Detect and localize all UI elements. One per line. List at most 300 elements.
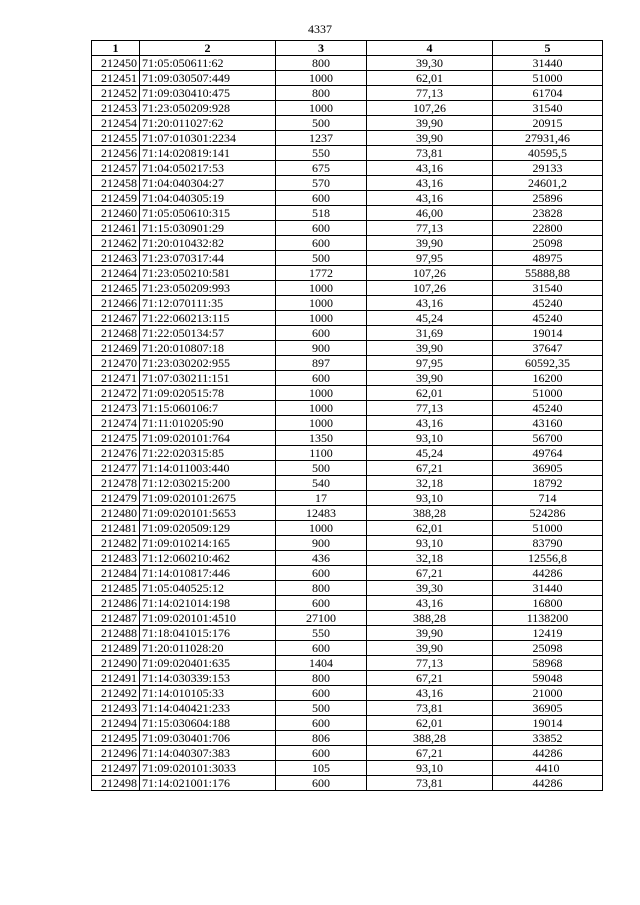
- area-cell: 1000: [276, 521, 367, 536]
- value-cell: 48975: [493, 251, 603, 266]
- value-cell: 19014: [493, 326, 603, 341]
- rate-cell: 97,95: [367, 251, 493, 266]
- value-cell: 44286: [493, 746, 603, 761]
- area-cell: 600: [276, 191, 367, 206]
- area-cell: 500: [276, 701, 367, 716]
- table-row: [92, 431, 603, 446]
- area-cell: 600: [276, 371, 367, 386]
- table-row: [92, 56, 603, 71]
- rate-cell: 39,90: [367, 626, 493, 641]
- row-number-cell: 212457: [92, 161, 140, 176]
- table-row: [92, 251, 603, 266]
- value-cell: 31540: [493, 101, 603, 116]
- row-number-cell: 212450: [92, 56, 140, 71]
- table-row: [92, 671, 603, 686]
- row-number-cell: 212482: [92, 536, 140, 551]
- cadastral-number-cell: 71:11:010205:90: [140, 416, 276, 431]
- cadastral-number-cell: 71:14:021001:176: [140, 776, 276, 791]
- cadastral-number-cell: 71:09:020101:764: [140, 431, 276, 446]
- table-row: [92, 176, 603, 191]
- cadastral-number-cell: 71:09:030507:449: [140, 71, 276, 86]
- table-row: [92, 326, 603, 341]
- cadastral-number-cell: 71:22:050134:57: [140, 326, 276, 341]
- table-row: [92, 761, 603, 776]
- value-cell: 16200: [493, 371, 603, 386]
- value-cell: 51000: [493, 386, 603, 401]
- table-row: [92, 281, 603, 296]
- value-cell: 37647: [493, 341, 603, 356]
- rate-cell: 73,81: [367, 146, 493, 161]
- rate-cell: 43,16: [367, 596, 493, 611]
- area-cell: 1772: [276, 266, 367, 281]
- area-cell: 550: [276, 626, 367, 641]
- row-number-cell: 212468: [92, 326, 140, 341]
- area-cell: 806: [276, 731, 367, 746]
- rate-cell: 43,16: [367, 416, 493, 431]
- cadastral-number-cell: 71:04:040304:27: [140, 176, 276, 191]
- cadastral-number-cell: 71:09:020101:5653: [140, 506, 276, 521]
- area-cell: 600: [276, 716, 367, 731]
- value-cell: 16800: [493, 596, 603, 611]
- table-row: [92, 206, 603, 221]
- table-row: [92, 776, 603, 791]
- table-row: [92, 341, 603, 356]
- table-row: [92, 356, 603, 371]
- rate-cell: 62,01: [367, 71, 493, 86]
- rate-cell: 107,26: [367, 101, 493, 116]
- table-body: [92, 56, 603, 791]
- cadastral-number-cell: 71:12:070111:35: [140, 296, 276, 311]
- row-number-cell: 212465: [92, 281, 140, 296]
- row-number-cell: 212495: [92, 731, 140, 746]
- row-number-cell: 212456: [92, 146, 140, 161]
- value-cell: 29133: [493, 161, 603, 176]
- table-row: [92, 296, 603, 311]
- table-row: [92, 221, 603, 236]
- cadastral-number-cell: 71:09:020509:129: [140, 521, 276, 536]
- rate-cell: 93,10: [367, 761, 493, 776]
- area-cell: 1404: [276, 656, 367, 671]
- cadastral-number-cell: 71:23:050209:993: [140, 281, 276, 296]
- rate-cell: 39,90: [367, 641, 493, 656]
- rate-cell: 39,90: [367, 371, 493, 386]
- rate-cell: 31,69: [367, 326, 493, 341]
- cadastral-number-cell: 71:09:010214:165: [140, 536, 276, 551]
- rate-cell: 107,26: [367, 266, 493, 281]
- value-cell: 56700: [493, 431, 603, 446]
- row-number-cell: 212470: [92, 356, 140, 371]
- cadastral-number-cell: 71:05:040525:12: [140, 581, 276, 596]
- value-cell: 83790: [493, 536, 603, 551]
- rate-cell: 67,21: [367, 746, 493, 761]
- rate-cell: 77,13: [367, 401, 493, 416]
- rate-cell: 39,90: [367, 116, 493, 131]
- row-number-cell: 212454: [92, 116, 140, 131]
- table-row: [92, 191, 603, 206]
- row-number-cell: 212464: [92, 266, 140, 281]
- area-cell: 600: [276, 641, 367, 656]
- cadastral-number-cell: 71:15:030901:29: [140, 221, 276, 236]
- cadastral-number-cell: 71:12:030215:200: [140, 476, 276, 491]
- row-number-cell: 212451: [92, 71, 140, 86]
- value-cell: 33852: [493, 731, 603, 746]
- row-number-cell: 212461: [92, 221, 140, 236]
- rate-cell: 62,01: [367, 716, 493, 731]
- value-cell: 51000: [493, 521, 603, 536]
- value-cell: 31440: [493, 56, 603, 71]
- cadastral-number-cell: 71:09:020515:78: [140, 386, 276, 401]
- area-cell: 600: [276, 221, 367, 236]
- area-cell: 600: [276, 746, 367, 761]
- cadastral-number-cell: 71:09:020101:3033: [140, 761, 276, 776]
- rate-cell: 67,21: [367, 566, 493, 581]
- row-number-cell: 212474: [92, 416, 140, 431]
- area-cell: 800: [276, 581, 367, 596]
- cadastral-number-cell: 71:23:050209:928: [140, 101, 276, 116]
- value-cell: 36905: [493, 461, 603, 476]
- table-row: [92, 596, 603, 611]
- value-cell: 12556,8: [493, 551, 603, 566]
- table-row: [92, 371, 603, 386]
- row-number-cell: 212460: [92, 206, 140, 221]
- table-row: [92, 116, 603, 131]
- cadastral-number-cell: 71:14:010817:446: [140, 566, 276, 581]
- row-number-cell: 212462: [92, 236, 140, 251]
- rate-cell: 388,28: [367, 506, 493, 521]
- table-row: [92, 566, 603, 581]
- area-cell: 600: [276, 776, 367, 791]
- cadastral-number-cell: 71:14:030339:153: [140, 671, 276, 686]
- area-cell: 500: [276, 251, 367, 266]
- cadastral-number-cell: 71:14:021014:198: [140, 596, 276, 611]
- rate-cell: 43,16: [367, 161, 493, 176]
- row-number-cell: 212469: [92, 341, 140, 356]
- rate-cell: 43,16: [367, 686, 493, 701]
- value-cell: 25896: [493, 191, 603, 206]
- value-cell: 4410: [493, 761, 603, 776]
- row-number-cell: 212496: [92, 746, 140, 761]
- area-cell: 800: [276, 86, 367, 101]
- table-row: [92, 731, 603, 746]
- table-row: [92, 641, 603, 656]
- value-cell: 25098: [493, 641, 603, 656]
- area-cell: 500: [276, 461, 367, 476]
- row-number-cell: 212452: [92, 86, 140, 101]
- rate-cell: 32,18: [367, 551, 493, 566]
- area-cell: 518: [276, 206, 367, 221]
- area-cell: 105: [276, 761, 367, 776]
- row-number-cell: 212466: [92, 296, 140, 311]
- rate-cell: 45,24: [367, 311, 493, 326]
- row-number-cell: 212459: [92, 191, 140, 206]
- value-cell: 27931,46: [493, 131, 603, 146]
- row-number-cell: 212498: [92, 776, 140, 791]
- rate-cell: 73,81: [367, 776, 493, 791]
- value-cell: 44286: [493, 566, 603, 581]
- area-cell: 1000: [276, 401, 367, 416]
- value-cell: 18792: [493, 476, 603, 491]
- table-row: [92, 536, 603, 551]
- area-cell: 540: [276, 476, 367, 491]
- rate-cell: 39,90: [367, 131, 493, 146]
- value-cell: 714: [493, 491, 603, 506]
- value-cell: 58968: [493, 656, 603, 671]
- rate-cell: 67,21: [367, 461, 493, 476]
- cadastral-number-cell: 71:14:011003:440: [140, 461, 276, 476]
- row-number-cell: 212471: [92, 371, 140, 386]
- table-row: [92, 491, 603, 506]
- cadastral-number-cell: 71:20:011027:62: [140, 116, 276, 131]
- registry-table: [91, 40, 603, 791]
- area-cell: 600: [276, 686, 367, 701]
- table-row: [92, 311, 603, 326]
- row-number-cell: 212493: [92, 701, 140, 716]
- area-cell: 1350: [276, 431, 367, 446]
- column-header-3: 3: [276, 41, 367, 56]
- page-number: 4337: [308, 22, 332, 36]
- table-row: [92, 236, 603, 251]
- value-cell: 36905: [493, 701, 603, 716]
- area-cell: 897: [276, 356, 367, 371]
- table-row: [92, 521, 603, 536]
- area-cell: 1000: [276, 311, 367, 326]
- table-row: [92, 716, 603, 731]
- value-cell: 45240: [493, 311, 603, 326]
- rate-cell: 97,95: [367, 356, 493, 371]
- rate-cell: 93,10: [367, 431, 493, 446]
- rate-cell: 93,10: [367, 491, 493, 506]
- value-cell: 45240: [493, 401, 603, 416]
- cadastral-number-cell: 71:12:060210:462: [140, 551, 276, 566]
- area-cell: 1237: [276, 131, 367, 146]
- cadastral-number-cell: 71:22:060213:115: [140, 311, 276, 326]
- row-number-cell: 212488: [92, 626, 140, 641]
- rate-cell: 77,13: [367, 86, 493, 101]
- area-cell: 1000: [276, 386, 367, 401]
- table-row: [92, 86, 603, 101]
- area-cell: 600: [276, 236, 367, 251]
- value-cell: 23828: [493, 206, 603, 221]
- rate-cell: 77,13: [367, 221, 493, 236]
- value-cell: 51000: [493, 71, 603, 86]
- value-cell: 24601,2: [493, 176, 603, 191]
- value-cell: 19014: [493, 716, 603, 731]
- row-number-cell: 212484: [92, 566, 140, 581]
- row-number-cell: 212489: [92, 641, 140, 656]
- row-number-cell: 212497: [92, 761, 140, 776]
- area-cell: 436: [276, 551, 367, 566]
- row-number-cell: 212453: [92, 101, 140, 116]
- row-number-cell: 212472: [92, 386, 140, 401]
- value-cell: 44286: [493, 776, 603, 791]
- table-row: [92, 71, 603, 86]
- table-row: [92, 581, 603, 596]
- row-number-cell: 212479: [92, 491, 140, 506]
- cadastral-number-cell: 71:14:020819:141: [140, 146, 276, 161]
- row-number-cell: 212463: [92, 251, 140, 266]
- value-cell: 40595,5: [493, 146, 603, 161]
- cadastral-number-cell: 71:07:030211:151: [140, 371, 276, 386]
- column-header-1: 1: [92, 41, 140, 56]
- rate-cell: 39,90: [367, 236, 493, 251]
- cadastral-number-cell: 71:09:020401:635: [140, 656, 276, 671]
- value-cell: 25098: [493, 236, 603, 251]
- table-row: [92, 506, 603, 521]
- area-cell: 500: [276, 116, 367, 131]
- rate-cell: 32,18: [367, 476, 493, 491]
- cadastral-number-cell: 71:23:030202:955: [140, 356, 276, 371]
- value-cell: 22800: [493, 221, 603, 236]
- cadastral-number-cell: 71:23:070317:44: [140, 251, 276, 266]
- rate-cell: 39,90: [367, 341, 493, 356]
- table-row: [92, 101, 603, 116]
- rate-cell: 43,16: [367, 191, 493, 206]
- rate-cell: 43,16: [367, 296, 493, 311]
- rate-cell: 39,30: [367, 581, 493, 596]
- rate-cell: 107,26: [367, 281, 493, 296]
- rate-cell: 43,16: [367, 176, 493, 191]
- area-cell: 550: [276, 146, 367, 161]
- row-number-cell: 212485: [92, 581, 140, 596]
- area-cell: 900: [276, 536, 367, 551]
- table-row: [92, 386, 603, 401]
- area-cell: 1100: [276, 446, 367, 461]
- area-cell: 1000: [276, 296, 367, 311]
- value-cell: 45240: [493, 296, 603, 311]
- cadastral-number-cell: 71:14:040307:383: [140, 746, 276, 761]
- table-row: [92, 416, 603, 431]
- column-header-5: 5: [493, 41, 603, 56]
- rate-cell: 67,21: [367, 671, 493, 686]
- cadastral-number-cell: 71:09:030410:475: [140, 86, 276, 101]
- area-cell: 800: [276, 671, 367, 686]
- cadastral-number-cell: 71:04:040305:19: [140, 191, 276, 206]
- cadastral-number-cell: 71:05:050610:315: [140, 206, 276, 221]
- table-row: [92, 626, 603, 641]
- row-number-cell: 212494: [92, 716, 140, 731]
- value-cell: 21000: [493, 686, 603, 701]
- column-header-4: 4: [367, 41, 493, 56]
- cadastral-number-cell: 71:14:010105:33: [140, 686, 276, 701]
- value-cell: 1138200: [493, 611, 603, 626]
- table-row: [92, 686, 603, 701]
- cadastral-number-cell: 71:09:030401:706: [140, 731, 276, 746]
- area-cell: 17: [276, 491, 367, 506]
- cadastral-number-cell: 71:09:020101:2675: [140, 491, 276, 506]
- rate-cell: 77,13: [367, 656, 493, 671]
- row-number-cell: 212476: [92, 446, 140, 461]
- cadastral-number-cell: 71:07:010301:2234: [140, 131, 276, 146]
- table-row: [92, 551, 603, 566]
- rate-cell: 45,24: [367, 446, 493, 461]
- row-number-cell: 212492: [92, 686, 140, 701]
- rate-cell: 39,30: [367, 56, 493, 71]
- area-cell: 900: [276, 341, 367, 356]
- table-row: [92, 446, 603, 461]
- value-cell: 60592,35: [493, 356, 603, 371]
- value-cell: 12419: [493, 626, 603, 641]
- row-number-cell: 212486: [92, 596, 140, 611]
- area-cell: 12483: [276, 506, 367, 521]
- value-cell: 31440: [493, 581, 603, 596]
- area-cell: 600: [276, 566, 367, 581]
- area-cell: 600: [276, 596, 367, 611]
- row-number-cell: 212487: [92, 611, 140, 626]
- row-number-cell: 212455: [92, 131, 140, 146]
- area-cell: 600: [276, 326, 367, 341]
- cadastral-number-cell: 71:18:041015:176: [140, 626, 276, 641]
- cadastral-number-cell: 71:14:040421:233: [140, 701, 276, 716]
- value-cell: 49764: [493, 446, 603, 461]
- rate-cell: 388,28: [367, 611, 493, 626]
- value-cell: 31540: [493, 281, 603, 296]
- area-cell: 1000: [276, 281, 367, 296]
- value-cell: 524286: [493, 506, 603, 521]
- area-cell: 1000: [276, 101, 367, 116]
- area-cell: 675: [276, 161, 367, 176]
- cadastral-number-cell: 71:20:010432:82: [140, 236, 276, 251]
- area-cell: 27100: [276, 611, 367, 626]
- table-row: [92, 131, 603, 146]
- rate-cell: 388,28: [367, 731, 493, 746]
- table-row: [92, 146, 603, 161]
- area-cell: 1000: [276, 71, 367, 86]
- rate-cell: 62,01: [367, 521, 493, 536]
- cadastral-number-cell: 71:15:060106:7: [140, 401, 276, 416]
- table-header-row: [92, 41, 603, 56]
- row-number-cell: 212473: [92, 401, 140, 416]
- value-cell: 59048: [493, 671, 603, 686]
- row-number-cell: 212477: [92, 461, 140, 476]
- value-cell: 55888,88: [493, 266, 603, 281]
- area-cell: 570: [276, 176, 367, 191]
- cadastral-number-cell: 71:22:020315:85: [140, 446, 276, 461]
- column-header-2: 2: [140, 41, 276, 56]
- area-cell: 800: [276, 56, 367, 71]
- row-number-cell: 212481: [92, 521, 140, 536]
- row-number-cell: 212483: [92, 551, 140, 566]
- value-cell: 20915: [493, 116, 603, 131]
- cadastral-number-cell: 71:05:050611:62: [140, 56, 276, 71]
- area-cell: 1000: [276, 416, 367, 431]
- table-row: [92, 611, 603, 626]
- row-number-cell: 212478: [92, 476, 140, 491]
- row-number-cell: 212467: [92, 311, 140, 326]
- cadastral-number-cell: 71:09:020101:4510: [140, 611, 276, 626]
- table-row: [92, 701, 603, 716]
- rate-cell: 93,10: [367, 536, 493, 551]
- table-row: [92, 746, 603, 761]
- rate-cell: 62,01: [367, 386, 493, 401]
- cadastral-number-cell: 71:20:010807:18: [140, 341, 276, 356]
- cadastral-number-cell: 71:20:011028:20: [140, 641, 276, 656]
- row-number-cell: 212480: [92, 506, 140, 521]
- rate-cell: 46,00: [367, 206, 493, 221]
- cadastral-number-cell: 71:23:050210:581: [140, 266, 276, 281]
- value-cell: 43160: [493, 416, 603, 431]
- table-row: [92, 656, 603, 671]
- value-cell: 61704: [493, 86, 603, 101]
- table-row: [92, 476, 603, 491]
- cadastral-number-cell: 71:04:050217:53: [140, 161, 276, 176]
- cadastral-number-cell: 71:15:030604:188: [140, 716, 276, 731]
- row-number-cell: 212491: [92, 671, 140, 686]
- row-number-cell: 212490: [92, 656, 140, 671]
- rate-cell: 73,81: [367, 701, 493, 716]
- table-row: [92, 161, 603, 176]
- table-row: [92, 401, 603, 416]
- row-number-cell: 212475: [92, 431, 140, 446]
